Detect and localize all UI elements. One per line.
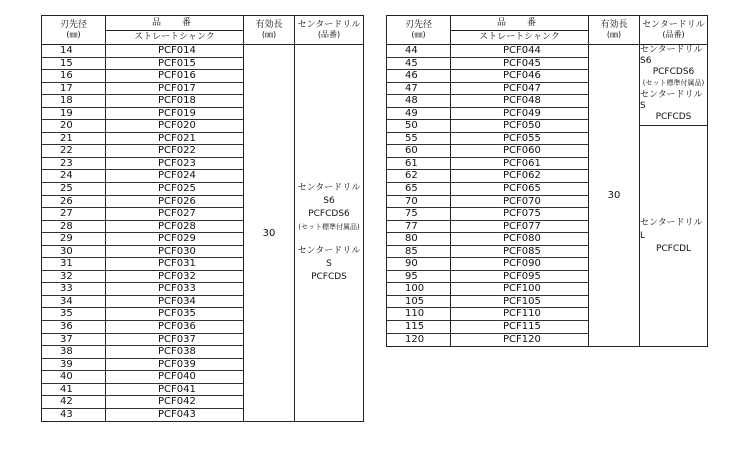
diameter-cell: 29 — [42, 233, 105, 246]
product-code-cell: PCF022 — [106, 145, 243, 158]
product-code-cell: PCF090 — [451, 258, 588, 271]
product-code-cell: PCF016 — [106, 70, 243, 83]
product-code-cell: PCF036 — [106, 321, 243, 334]
header-diameter-label: 刃先径 — [404, 20, 432, 30]
diameter-cell: 70 — [387, 196, 450, 209]
effective-length-value: 30 — [607, 190, 621, 202]
diameter-cell: 43 — [60, 408, 73, 420]
drill-l-name: センタードリルL — [640, 217, 703, 241]
product-code-cell: PCF095 — [451, 271, 588, 284]
diameter-cell: 30 — [42, 246, 105, 259]
product-code-cell: PCF061 — [451, 158, 588, 171]
diameter-cell: 24 — [42, 170, 105, 183]
product-code-cell: PCF018 — [106, 95, 243, 108]
product-code-cell: PCF037 — [106, 334, 243, 347]
diameter-cell: 90 — [387, 258, 450, 271]
diameter-cell: 60 — [387, 145, 450, 158]
product-code-cell: PCF039 — [106, 359, 243, 372]
product-code-cell: PCF038 — [106, 346, 243, 359]
product-code-cell: PCF015 — [106, 58, 243, 71]
diameter-cell: 21 — [42, 133, 105, 146]
diameter-cell: 100 — [387, 283, 450, 296]
header-diameter — [387, 16, 451, 44]
header-effective-length — [589, 16, 640, 44]
product-code-cell: PCF050 — [451, 120, 588, 133]
product-code-cell: PCF031 — [106, 258, 243, 271]
diameter-cell: 31 — [42, 258, 105, 271]
drill-s6-name: センタードリルS6 — [640, 45, 703, 66]
diameter-cell: 16 — [42, 70, 105, 83]
diameter-cell: 85 — [387, 246, 450, 259]
center-drill-cell — [295, 45, 363, 421]
diameter-cell: 41 — [42, 384, 105, 397]
header-effective-length-label: 有効長 — [255, 20, 283, 30]
product-code-cell: PCF020 — [106, 120, 243, 133]
drill-s-name: センタードリルS — [297, 246, 361, 270]
product-code-column — [451, 45, 589, 346]
product-code-cell: PCF055 — [451, 133, 588, 146]
header-center-drill-label: センタードリル — [642, 20, 705, 30]
diameter-cell: 17 — [42, 83, 105, 96]
product-code-cell: PCF115 — [451, 321, 588, 334]
diameter-cell: 110 — [387, 308, 450, 321]
product-code-column — [106, 45, 244, 421]
diameter-cell: 38 — [42, 346, 105, 359]
product-code-cell: PCF043 — [158, 408, 196, 420]
diameter-cell: 46 — [387, 70, 450, 83]
table-header — [387, 16, 707, 45]
header-center-drill-sub: (品番) — [317, 30, 341, 39]
diameter-cell: 33 — [42, 283, 105, 296]
product-code-cell: PCF041 — [106, 384, 243, 397]
product-code-cell: PCF023 — [106, 158, 243, 171]
diameter-cell: 49 — [387, 108, 450, 121]
diameter-cell: 75 — [387, 208, 450, 221]
diameter-cell: 23 — [42, 158, 105, 171]
diameter-cell: 77 — [387, 221, 450, 234]
product-code-cell: PCF100 — [451, 283, 588, 296]
diameter-column — [42, 45, 106, 421]
product-code-cell: PCF080 — [451, 233, 588, 246]
product-code-cell: PCF085 — [451, 246, 588, 259]
product-code-cell: PCF026 — [106, 196, 243, 209]
header-effective-length-label: 有効長 — [600, 20, 628, 30]
header-effective-length-unit: (㎜) — [606, 30, 622, 39]
diameter-cell: 115 — [387, 321, 450, 334]
center-drill-cell — [640, 45, 707, 346]
diameter-cell: 28 — [42, 221, 105, 234]
diameter-cell: 37 — [42, 334, 105, 347]
header-effective-length — [244, 16, 295, 44]
product-code-cell: PCF024 — [106, 170, 243, 183]
diameter-cell: 20 — [42, 120, 105, 133]
diameter-cell: 39 — [42, 359, 105, 372]
diameter-cell: 47 — [387, 83, 450, 96]
diameter-cell: 45 — [387, 58, 450, 71]
diameter-cell: 55 — [387, 133, 450, 146]
drill-s-code: PCFCDS — [311, 272, 347, 283]
product-code-cell: PCF048 — [451, 95, 588, 108]
product-code-cell: PCF070 — [451, 196, 588, 209]
table-header — [42, 16, 363, 45]
diameter-cell: 44 — [387, 45, 450, 58]
diameter-cell: 14 — [42, 45, 105, 58]
product-code-cell: PCF021 — [106, 133, 243, 146]
product-code-cell: PCF045 — [451, 58, 588, 71]
header-product-label: 品 番 — [106, 16, 243, 31]
product-code-cell: PCF110 — [451, 308, 588, 321]
product-code-cell: PCF077 — [451, 221, 588, 234]
product-code-cell: PCF025 — [106, 183, 243, 196]
effective-length-cell — [589, 45, 640, 346]
product-code-cell: PCF105 — [451, 296, 588, 309]
diameter-cell: 15 — [42, 58, 105, 71]
product-code-cell: PCF028 — [106, 221, 243, 234]
table-body — [387, 45, 707, 346]
diameter-cell: 25 — [42, 183, 105, 196]
drill-s6-note: (セット標準付属品) — [642, 79, 705, 87]
product-code-cell: PCF062 — [451, 170, 588, 183]
product-code-cell: PCF035 — [106, 308, 243, 321]
effective-length-cell — [244, 45, 295, 421]
product-code-cell: PCF033 — [106, 283, 243, 296]
product-code-cell: PCF065 — [451, 183, 588, 196]
product-code-cell: PCF027 — [106, 208, 243, 221]
drill-s6-code: PCFCDS6 — [308, 209, 350, 220]
diameter-cell: 105 — [387, 296, 450, 309]
product-code-cell: PCF044 — [451, 45, 588, 58]
diameter-column — [387, 45, 451, 346]
product-code-cell: PCF075 — [451, 208, 588, 221]
diameter-cell: 80 — [387, 233, 450, 246]
diameter-cell: 48 — [387, 95, 450, 108]
product-code-cell: PCF014 — [106, 45, 243, 58]
spec-table-right — [386, 15, 708, 347]
diameter-cell: 19 — [42, 108, 105, 121]
product-code-cell: PCF030 — [106, 246, 243, 259]
diameter-cell: 34 — [42, 296, 105, 309]
header-diameter-label: 刃先径 — [59, 20, 87, 30]
spec-table-left — [41, 15, 364, 422]
header-diameter-unit: (㎜) — [66, 30, 81, 39]
diameter-cell: 61 — [387, 158, 450, 171]
product-code-cell: PCF042 — [106, 396, 243, 409]
header-product-label: 品 番 — [451, 16, 588, 31]
diameter-cell: 120 — [405, 333, 425, 345]
header-shank-label: ストレートシャンク — [479, 32, 560, 43]
center-drill-l-group — [640, 126, 707, 346]
product-code-cell: PCF049 — [451, 108, 588, 121]
header-center-drill — [295, 16, 363, 44]
diameter-cell: 27 — [42, 208, 105, 221]
header-diameter-unit: (㎜) — [411, 30, 426, 39]
diameter-cell: 35 — [42, 308, 105, 321]
effective-length-value: 30 — [262, 227, 276, 239]
center-drill-info — [295, 182, 363, 284]
header-effective-length-unit: (㎜) — [261, 30, 277, 39]
diameter-cell: 36 — [42, 321, 105, 334]
header-product — [451, 16, 589, 44]
header-diameter — [42, 16, 106, 44]
product-code-cell: PCF032 — [106, 271, 243, 284]
product-code-cell: PCF060 — [451, 145, 588, 158]
product-code-cell: PCF120 — [503, 333, 541, 345]
drill-s-name: センタードリルS — [640, 90, 703, 111]
diameter-cell: 65 — [387, 183, 450, 196]
drill-s6-name: センタードリルS6 — [297, 183, 361, 207]
drill-s6-note: (セット標準付属品) — [298, 223, 360, 232]
diameter-cell: 42 — [42, 396, 105, 409]
diameter-cell: 22 — [42, 145, 105, 158]
header-center-drill-sub: (品番) — [662, 30, 685, 39]
product-code-cell: PCF017 — [106, 83, 243, 96]
product-code-cell: PCF046 — [451, 70, 588, 83]
drill-s-code: PCFCDS — [655, 112, 692, 122]
product-code-cell: PCF047 — [451, 83, 588, 96]
diameter-cell: 26 — [42, 196, 105, 209]
header-shank-label: ストレートシャンク — [134, 32, 215, 43]
header-product — [106, 16, 244, 44]
center-drill-s-group — [640, 45, 707, 126]
product-code-cell: PCF029 — [106, 233, 243, 246]
drill-s6-code: PCFCDS6 — [652, 67, 695, 77]
diameter-cell: 18 — [42, 95, 105, 108]
product-code-cell: PCF040 — [106, 371, 243, 384]
table-body — [42, 45, 363, 421]
header-center-drill-label: センタードリル — [297, 20, 361, 30]
diameter-cell: 95 — [387, 271, 450, 284]
product-code-cell: PCF034 — [106, 296, 243, 309]
diameter-cell: 32 — [42, 271, 105, 284]
diameter-cell: 62 — [387, 170, 450, 183]
product-code-cell: PCF019 — [106, 108, 243, 121]
diameter-cell: 40 — [42, 371, 105, 384]
diameter-cell: 50 — [387, 120, 450, 133]
header-center-drill — [640, 16, 707, 44]
drill-l-code: PCFCDL — [655, 243, 692, 254]
